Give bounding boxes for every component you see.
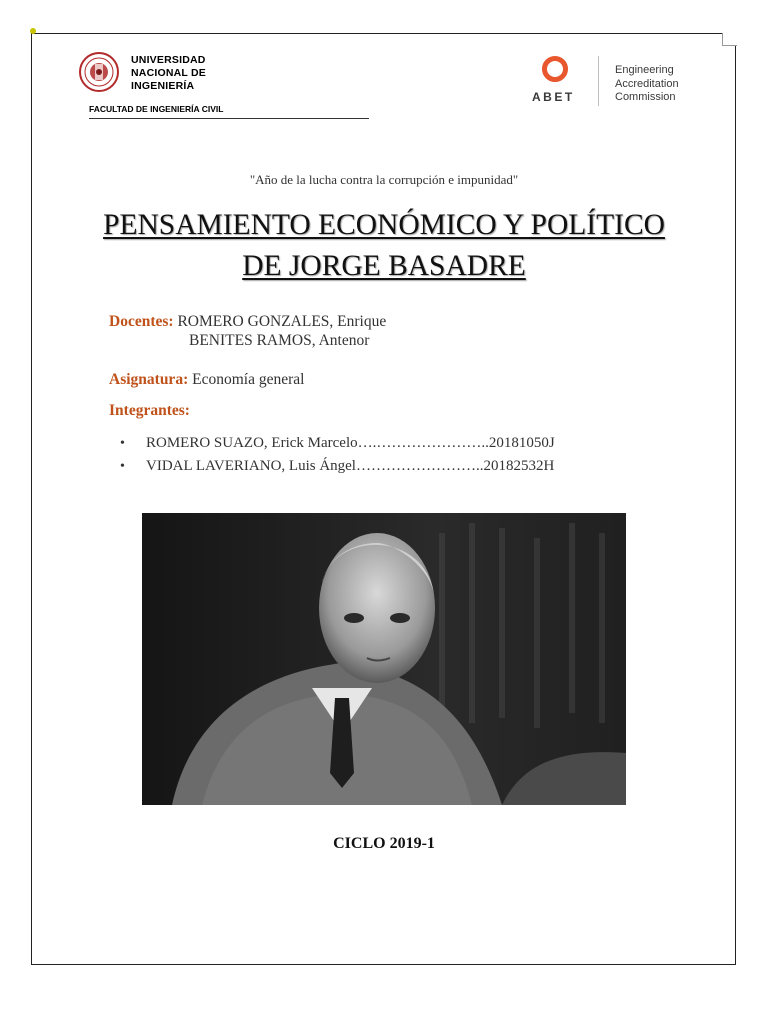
docentes-row [109, 312, 386, 332]
university-seal-logo [79, 50, 119, 94]
docente-name: ROMERO GONZALES, Enrique [177, 313, 387, 330]
asignatura-label: Asignatura: [109, 371, 189, 388]
abet-divider [598, 56, 599, 106]
commission-name-line: Accreditation [615, 77, 679, 90]
asignatura-row [109, 370, 304, 390]
university-name [131, 54, 206, 93]
portrait-illustration [142, 513, 626, 805]
abet-logo [528, 50, 723, 112]
corner-marker [30, 28, 36, 34]
university-name-line: UNIVERSIDAD [131, 54, 206, 66]
year-motto: "Año de la lucha contra la corrupción e impunidad" [249, 172, 519, 187]
integrantes-row [109, 401, 190, 421]
title-line: PENSAMIENTO ECONÓMICO Y POLÍTICO [103, 209, 665, 241]
member-item: • ROMERO SUAZO, Erick Marcelo….…………………..20181050J [120, 432, 555, 455]
university-name-line: INGENIERÍA [131, 80, 195, 92]
abet-ring-icon [542, 56, 568, 82]
document-header [63, 42, 721, 120]
document-title [0, 205, 768, 287]
portrait-photo [142, 513, 626, 805]
faculty-bar [89, 104, 369, 119]
commission-name-line: Engineering [615, 64, 674, 76]
docentes-label: Docentes: [109, 313, 174, 330]
asignatura-value: Economía general [192, 371, 305, 388]
university-name-line: NACIONAL DE [131, 67, 206, 79]
accreditation-commission-name [615, 64, 679, 105]
faculty-label: FACULTAD DE INGENIERÍA CIVIL [89, 104, 224, 114]
page-fold-corner [722, 33, 737, 46]
members-list [120, 432, 555, 478]
ciclo-label: CICLO 2019-1 [333, 835, 435, 852]
title-line: DE JORGE BASADRE [242, 250, 526, 282]
docente-name: BENITES RAMOS, Antenor [189, 332, 370, 349]
member-item: • VIDAL LAVERIANO, Luis Ángel……………………..20182532H [120, 455, 555, 478]
abet-wordmark: ABET [532, 90, 575, 104]
commission-name-line: Commission [615, 91, 676, 103]
integrantes-label: Integrantes: [109, 402, 190, 419]
